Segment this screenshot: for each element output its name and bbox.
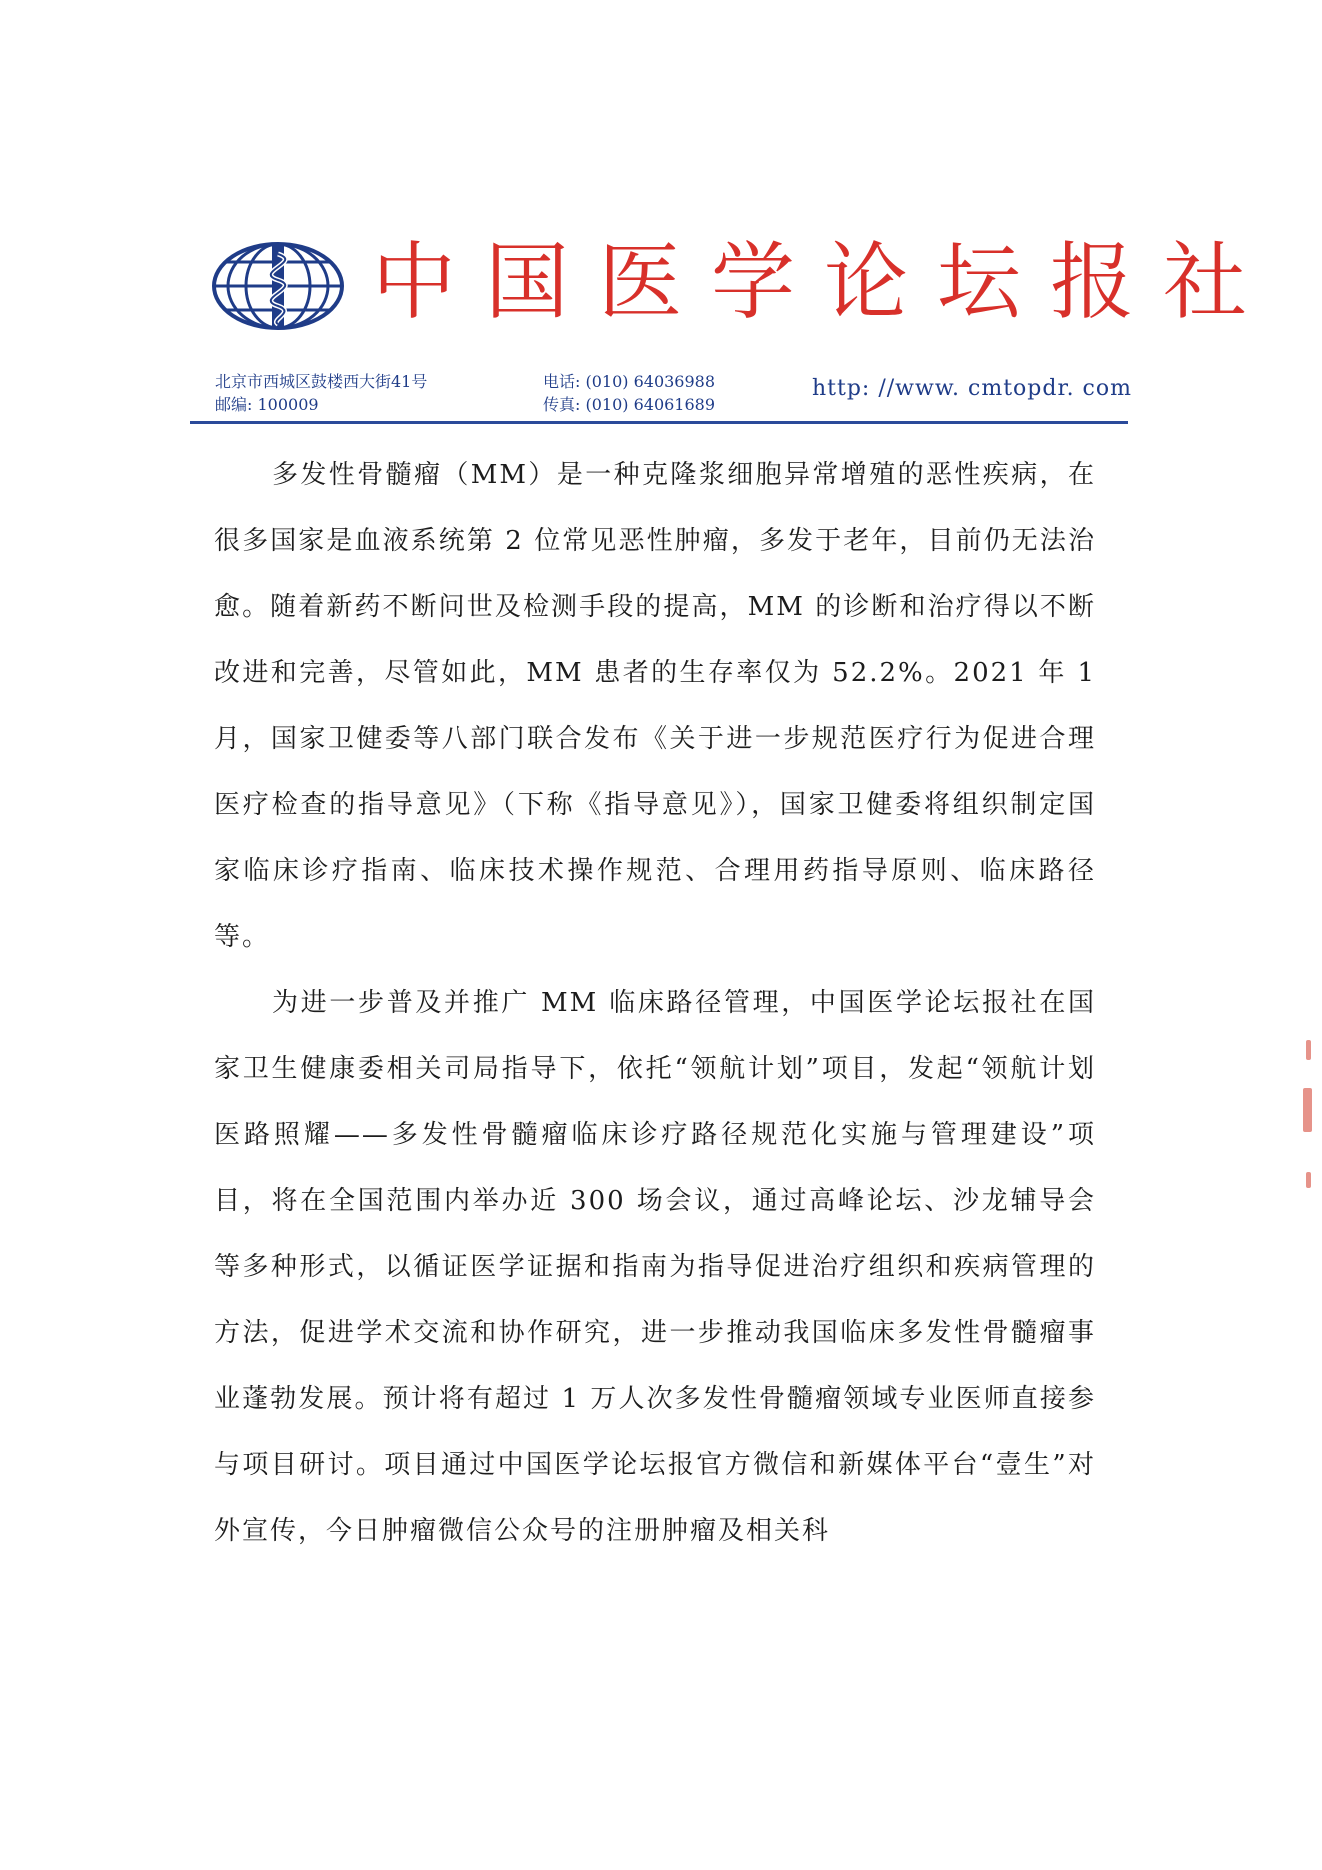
address-line: 北京市西城区鼓楼西大街41号: [215, 372, 428, 391]
phone-fax-block: [543, 370, 715, 416]
fax-line: 传真: (010) 64061689: [543, 395, 716, 414]
globe-caduceus-icon: [208, 240, 348, 332]
website-link[interactable]: http: //www. cmtopdr. com: [812, 376, 1132, 401]
address-block: [215, 370, 427, 416]
body-paragraph-2: 为进一步普及并推广 MM 临床路径管理，中国医学论坛报社在国家卫生健康委相关司局指导下，依托“领航计划”项目，发起“领航计划 医路照耀——多发性骨髓瘤临床诊疗路径规范化实施与管理建设”项目，将在全国范围内举办近 300 场会议，通过高峰论坛、沙龙辅导会等多种形式，以循证医学证据和指南为指导促进治疗组织和疾病管理的方法，促进学术交流和协作研究，进一步推动我国临床多发性骨髓瘤事业蓬勃发展。预计将有超过 1 万人次多发性骨髓瘤领域专业医师直接参与项目研讨。项目通过中国医学论坛报官方微信和新媒体平台“壹生”对外宣传，今日肿瘤微信公众号的注册肿瘤及相关科: [214, 988, 1096, 1546]
postcode-line: 邮编: 100009: [215, 395, 319, 414]
phone-line: 电话: (010) 64036988: [543, 372, 716, 391]
organization-name: 中国医学论坛报社: [372, 233, 1277, 331]
seal-edge-mark: [1303, 1088, 1312, 1132]
header-divider: [190, 421, 1128, 424]
letter-body: [214, 442, 1096, 1564]
letterhead: [0, 0, 1322, 430]
body-paragraph-1: 多发性骨髓瘤（MM）是一种克隆浆细胞异常增殖的恶性疾病，在很多国家是血液系统第 2 位常见恶性肿瘤，多发于老年，目前仍无法治愈。随着新药不断问世及检测手段的提高，MM 的诊断和治疗得以不断改进和完善，尽管如此，MM 患者的生存率仅为 52.2%。2021 年 1 月，国家卫健委等八部门联合发布《关于进一步规范医疗行为促进合理医疗检查的指导意见》（下称《指导意见》），国家卫健委将组织制定国家临床诊疗指南、临床技术操作规范、合理用药指导原则、临床路径等。: [214, 460, 1096, 952]
seal-edge-mark: [1306, 1172, 1311, 1188]
seal-edge-mark: [1306, 1040, 1311, 1060]
